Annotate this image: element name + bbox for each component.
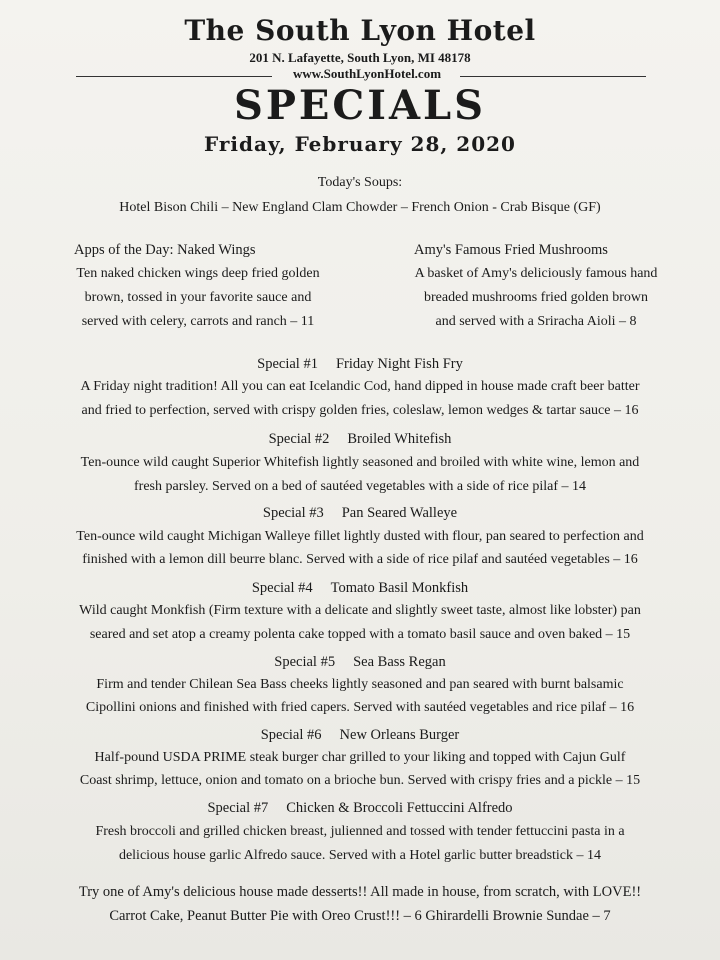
special-name: Broiled Whitefish xyxy=(347,431,452,447)
apps-left-line: Ten naked chicken wings deep fried golden xyxy=(76,266,320,281)
special-number: Special #6 xyxy=(260,727,322,743)
special-3-desc-line: finished with a lemon dill beurre blanc. Served with a side of rice pilaf and sautéed vegetables – 16 xyxy=(82,552,638,567)
special-2-title xyxy=(0,431,720,448)
special-number: Special #2 xyxy=(268,431,330,447)
apps-left-line: served with celery, carrots and ranch – 11 xyxy=(81,314,315,329)
hotel-name: The South Lyon Hotel xyxy=(184,14,536,47)
special-4-desc-line: seared and set atop a creamy polenta cake topped with a tomato basil sauce and oven baked – 15 xyxy=(89,627,631,642)
special-1-title xyxy=(0,356,720,373)
desserts-list: Carrot Cake, Peanut Butter Pie with Oreo Crust!!! – 6 Ghirardelli Brownie Sundae – 7 xyxy=(109,908,611,924)
apps-right xyxy=(386,242,686,342)
special-6-desc-line: Coast shrimp, lettuce, onion and tomato on a brioche bun. Served with crispy fries and a pickle – 15 xyxy=(79,773,641,788)
apps-left-heading: Apps of the Day: Naked Wings xyxy=(74,242,256,258)
divider-right xyxy=(460,76,646,77)
special-1-desc-line: A Friday night tradition! All you can eat Icelandic Cod, hand dipped in house made craft beer batter xyxy=(80,379,640,394)
special-6-desc-line: Half-pound USDA PRIME steak burger char grilled to your liking and topped with Cajun Gulf xyxy=(94,750,626,765)
apps-right-line: breaded mushrooms fried golden brown xyxy=(424,290,648,305)
desserts-intro: Try one of Amy's delicious house made desserts!! All made in house, from scratch, with LOVE!! xyxy=(78,884,642,900)
apps-left-line: brown, tossed in your favorite sauce and xyxy=(84,290,312,305)
hotel-address: 201 N. Lafayette, South Lyon, MI 48178 xyxy=(249,50,471,65)
soups-heading: Today's Soups: xyxy=(317,175,403,190)
special-number: Special #5 xyxy=(274,654,336,670)
special-7-desc-line: delicious house garlic Alfredo sauce. Served with a Hotel garlic butter breadstick – 14 xyxy=(118,848,602,863)
special-7-title xyxy=(0,800,720,817)
special-2-desc-line: fresh parsley. Served on a bed of sautéed vegetables with a side of rice pilaf – 14 xyxy=(134,479,586,494)
special-number: Special #7 xyxy=(207,800,269,816)
website-url: www.SouthLyonHotel.com xyxy=(292,66,442,81)
special-name: Chicken & Broccoli Fettuccini Alfredo xyxy=(286,800,513,816)
special-1-desc-line: and fried to perfection, served with crispy golden fries, coleslaw, lemon wedges & tartar sauce – 16 xyxy=(81,403,639,418)
special-name: Sea Bass Regan xyxy=(353,654,446,670)
website-rule xyxy=(76,66,646,82)
special-5-desc-line: Cipollini onions and finished with fried capers. Served with sautéed vegetables and rice pilaf – 16 xyxy=(85,700,635,715)
special-5-title xyxy=(0,654,720,671)
special-name: Pan Seared Walleye xyxy=(341,505,458,521)
apps-right-line: and served with a Sriracha Aioli – 8 xyxy=(435,314,637,329)
special-number: Special #1 xyxy=(257,356,318,372)
apps-right-heading: Amy's Famous Fried Mushrooms xyxy=(414,242,608,258)
special-name: Tomato Basil Monkfish xyxy=(330,580,469,596)
special-4-desc-line: Wild caught Monkfish (Firm texture with a delicate and slightly sweet taste, almost like lobster) pan xyxy=(79,603,641,618)
apps-left xyxy=(48,242,348,342)
menu-date: Friday, February 28, 2020 xyxy=(204,132,516,156)
special-number: Special #4 xyxy=(251,580,313,596)
special-5-desc-line: Firm and tender Chilean Sea Bass cheeks lightly seasoned and pan seared with burnt balsamic xyxy=(96,677,624,692)
specials-title: SPECIALS xyxy=(233,82,487,129)
special-4-title xyxy=(0,580,720,597)
special-name: New Orleans Burger xyxy=(339,727,460,743)
special-3-desc-line: Ten-ounce wild caught Michigan Walleye fillet lightly dusted with flour, pan seared to perfection and xyxy=(76,529,644,544)
special-7-desc-line: Fresh broccoli and grilled chicken breast, julienned and tossed with tender fettuccini pasta in a xyxy=(95,824,625,839)
special-6-title xyxy=(0,727,720,744)
special-3-title xyxy=(0,505,720,522)
special-2-desc-line: Ten-ounce wild caught Superior Whitefish lightly seasoned and broiled with white wine, lemon and xyxy=(80,455,640,470)
apps-right-line: A basket of Amy's deliciously famous hand xyxy=(414,266,658,281)
special-number: Special #3 xyxy=(262,505,324,521)
divider-left xyxy=(76,76,272,77)
soups-list: Hotel Bison Chili – New England Clam Chowder – French Onion - Crab Bisque (GF) xyxy=(119,200,601,215)
special-name: Friday Night Fish Fry xyxy=(335,356,463,372)
